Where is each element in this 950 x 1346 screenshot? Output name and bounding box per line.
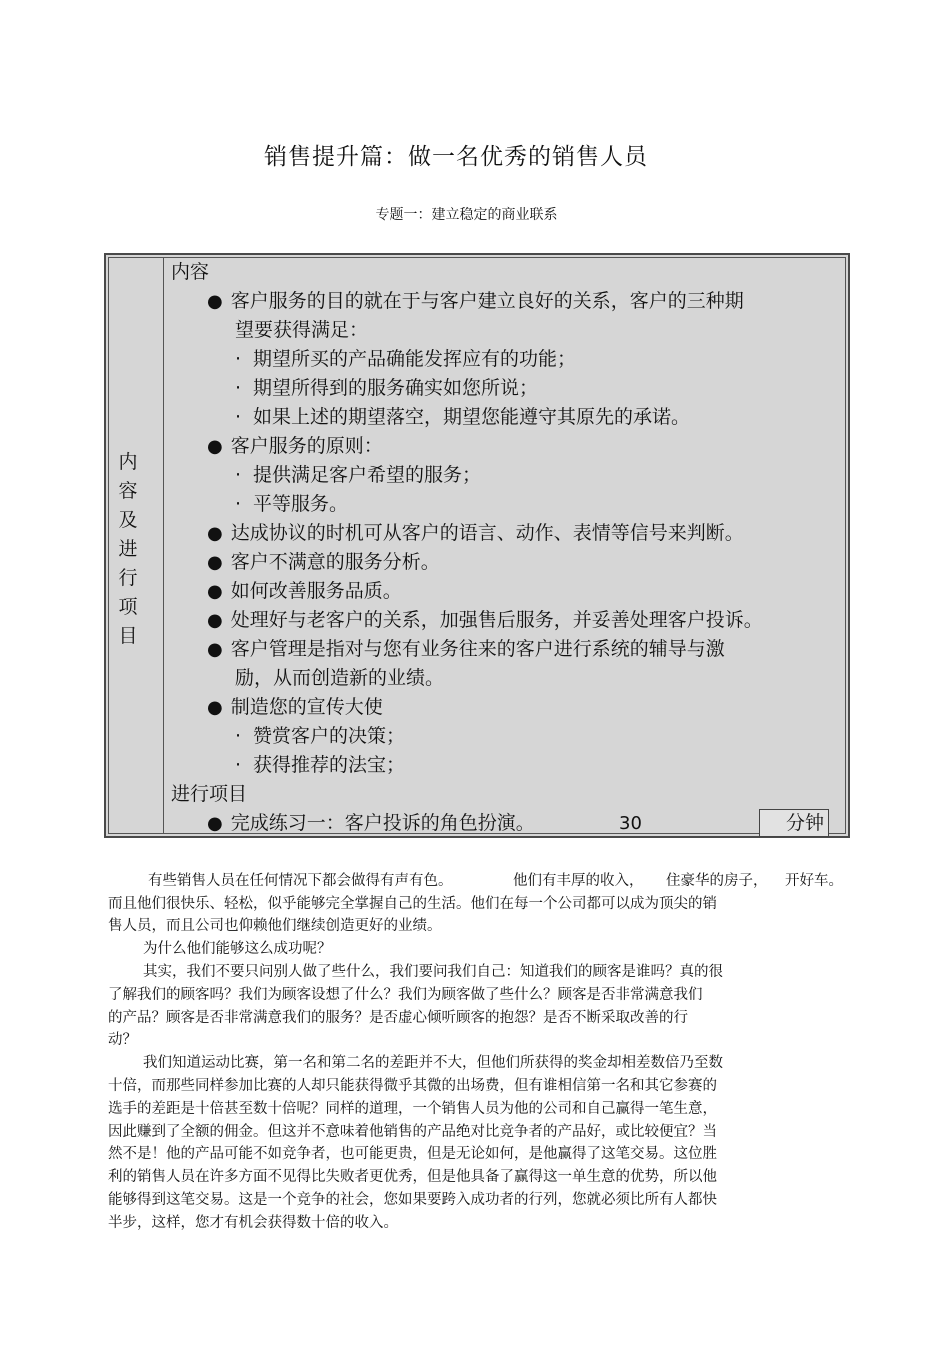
bullet-icon: ● <box>207 610 223 631</box>
body-text-line: 因此赚到了全额的佣金。但这并不意味着他销售的产品绝对比竞争者的产品好，或比较便宜？当 <box>108 1124 717 1140</box>
side-label-char: 进 <box>118 538 138 560</box>
list-item-text: 制造您的宣传大使 <box>230 696 383 718</box>
sub-item-text: 提供满足客户希望的服务； <box>253 464 482 486</box>
body-text-segment: 开好车。 <box>785 873 843 889</box>
sub-item-text: 平等服务。 <box>253 493 349 515</box>
minutes-unit-box: 分钟 <box>759 809 829 837</box>
body-text-line: 的产品？顾客是否非常满意我们的服务？是否虚心倾听顾客的抱怨？是否不断采取改善的行 <box>108 1010 688 1026</box>
page-title: 销售提升篇：做一名优秀的销售人员 <box>264 144 648 170</box>
side-label <box>114 448 142 651</box>
sub-item-text: 期望所得到的服务确实如您所说； <box>253 377 539 399</box>
list-item-text: 达成协议的时机可从客户的语言、动作、表情等信号来判断。 <box>230 522 744 544</box>
list-item <box>207 577 402 606</box>
sub-item-text: 获得推荐的法宝； <box>253 754 406 776</box>
bullet-icon: ● <box>207 291 223 312</box>
bullet-icon: ● <box>207 552 223 573</box>
body-text-line: 十倍，而那些同样参加比赛的人却只能获得微乎其微的出场费，但有谁相信第一名和其它参赛的 <box>108 1078 717 1094</box>
list-item-continuation <box>235 316 368 345</box>
list-item-continuation <box>235 664 444 693</box>
dot-icon: · <box>235 377 242 399</box>
body-text-segment: 住豪华的房子， <box>666 873 768 889</box>
body-text-line: 为什么他们能够这么成功呢？ <box>143 941 332 957</box>
bullet-icon: ● <box>207 813 223 834</box>
list-item-text: 望要获得满足： <box>235 319 369 341</box>
body-text-line: 然不是！他的产品可能不如竞争者，也可能更贵，但是无论如何，是他赢得了这笔交易。这位胜 <box>108 1146 717 1162</box>
list-item-text: 客户不满意的服务分析。 <box>230 551 440 573</box>
sub-item <box>235 345 576 374</box>
side-label-char: 及 <box>118 509 138 531</box>
dot-icon: · <box>235 464 242 486</box>
dot-icon: · <box>235 348 242 370</box>
body-text-segment: 有些销售人员在任何情况下都会做得有声有色。 <box>148 873 453 889</box>
bullet-icon: ● <box>207 523 223 544</box>
list-item-text: 客户管理是指对与您有业务往来的客户进行系统的辅导与激 <box>230 638 725 660</box>
sub-item-text: 期望所买的产品确能发挥应有的功能； <box>253 348 577 370</box>
page-subtitle: 专题一：建立稳定的商业联系 <box>375 207 558 223</box>
exercise-text: 完成练习一：客户投诉的角色扮演。 <box>230 812 535 834</box>
list-item-text: 如何改善服务品质。 <box>230 580 402 602</box>
body-text-segment: 他们有丰厚的收入， <box>513 873 644 889</box>
bullet-icon: ● <box>207 697 223 718</box>
body-text-line: 我们知道运动比赛，第一名和第二名的差距并不大，但他们所获得的奖金却相差数倍乃至数 <box>143 1055 723 1071</box>
body-text-line: 能够得到这笔交易。这是一个竞争的社会，您如果要跨入成功者的行列，您就必须比所有人都快 <box>108 1192 717 1208</box>
side-label-char: 内 <box>118 451 138 473</box>
list-item <box>207 432 383 461</box>
body-text-line: 动？ <box>108 1032 137 1048</box>
list-item-text: 处理好与老客户的关系，加强售后服务，并妥善处理客户投诉。 <box>230 609 763 631</box>
dot-icon: · <box>235 725 242 747</box>
list-item <box>207 606 763 635</box>
sub-item <box>235 751 405 780</box>
sub-item <box>235 722 405 751</box>
dot-icon: · <box>235 493 242 515</box>
list-item <box>207 635 725 664</box>
list-item <box>207 287 744 316</box>
project-heading: 进行项目 <box>171 783 248 805</box>
list-item-text: 励，从而创造新的业绩。 <box>235 667 445 689</box>
side-label-char: 行 <box>118 567 138 589</box>
dot-icon: · <box>235 754 242 776</box>
sub-item <box>235 490 348 519</box>
sub-item-text: 赞赏客户的决策； <box>253 725 406 747</box>
minutes-value: 30 <box>619 813 642 834</box>
body-text-line: 利的销售人员在许多方面不见得比失败者更优秀，但是他具备了赢得这一单生意的优势，所以他 <box>108 1169 717 1185</box>
side-label-char: 项 <box>118 596 138 618</box>
sub-item <box>235 461 481 490</box>
bullet-icon: ● <box>207 639 223 660</box>
list-item-text: 客户服务的目的就在于与客户建立良好的关系，客户的三种期 <box>230 290 744 312</box>
exercise-item <box>207 809 535 838</box>
content-heading: 内容 <box>171 261 210 283</box>
list-item <box>207 548 440 577</box>
body-text-line: 选手的差距是十倍甚至数十倍呢？同样的道理，一个销售人员为他的公司和自己赢得一笔生意， <box>108 1101 717 1117</box>
side-label-char: 容 <box>118 480 138 502</box>
body-text-line: 而且他们很快乐、轻松，似乎能够完全掌握自己的生活。他们在每一个公司都可以成为顶尖的销 <box>108 896 717 912</box>
column-divider <box>163 258 164 833</box>
sub-item-text: 如果上述的期望落空，期望您能遵守其原先的承诺。 <box>253 406 691 428</box>
sub-item <box>235 403 690 432</box>
body-text-line: 售人员，而且公司也仰赖他们继续创造更好的业绩。 <box>108 918 442 934</box>
side-label-char: 目 <box>118 625 138 647</box>
content-table <box>104 253 850 838</box>
bullet-icon: ● <box>207 581 223 602</box>
list-item <box>207 519 744 548</box>
list-item-text: 客户服务的原则： <box>230 435 383 457</box>
dot-icon: · <box>235 406 242 428</box>
list-item <box>207 693 383 722</box>
content-column <box>171 258 845 833</box>
body-text-line: 其实，我们不要只问别人做了些什么，我们要问我们自己：知道我们的顾客是谁吗？真的很 <box>143 964 723 980</box>
bullet-icon: ● <box>207 436 223 457</box>
body-text-line: 了解我们的顾客吗？我们为顾客设想了什么？我们为顾客做了些什么？顾客是否非常满意我们 <box>108 987 703 1003</box>
sub-item <box>235 374 538 403</box>
content-table-inner <box>108 257 846 834</box>
body-text-line: 半步，这样，您才有机会获得数十倍的收入。 <box>108 1215 398 1231</box>
